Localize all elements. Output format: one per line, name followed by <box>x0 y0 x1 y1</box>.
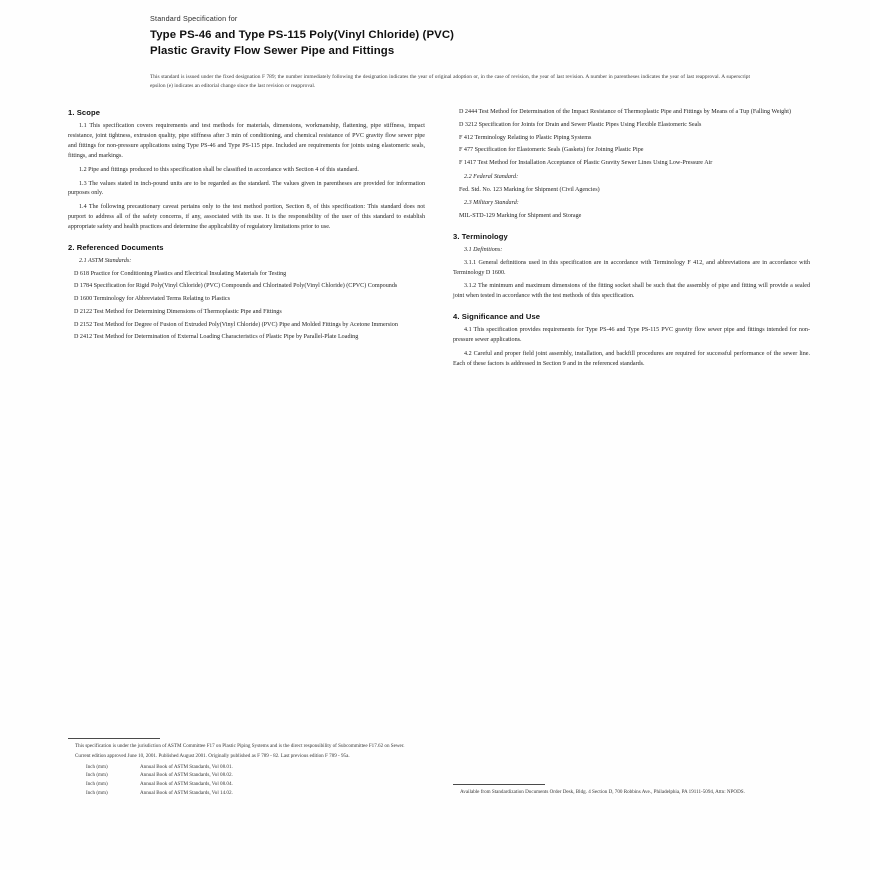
paragraph-4-2: 4.2 Careful and proper field joint assembly, installation, and backfill procedures are required for successful performance of the sewer line. Each of these factors is addressed in Section 9 and in the referenced standards. <box>453 350 810 367</box>
reference-item: D 2412 Test Method for Determination of External Loading Characteristics of Plastic Pipe by Parallel-Plate Loading <box>74 334 359 341</box>
footnote-text: Current edition approved June 10, 2001. Published August 2001. Originally published as F 789 - 82. Last previous edition F 789 - 95a. <box>75 753 350 760</box>
footnote-text: Available from Standardization Documents Order Desk, Bldg. 4 Section D, 700 Robbins Ave., Philadelphia, PA 19111-5094, Attn: NPODS. <box>460 788 745 795</box>
reference-item: D 2152 Test Method for Degree of Fusion of Extruded Poly(Vinyl Chloride) (PVC) Pipe and Molded Fittings by Acetone Immersion <box>74 321 398 328</box>
paragraph-4-1: 4.1 This specification provides requirements for Type PS-46 and Type PS-115 PVC gravity flow sewer pipe and fittings intended for non-pressure sewer applications. <box>453 327 810 344</box>
footnote-row-label: Inch (mm) <box>86 780 108 787</box>
reference-item: D 2444 Test Method for Determination of the Impact Resistance of Thermoplastic Pipe and Fittings by Means of a Tup (Falling Weight) <box>459 109 791 116</box>
paragraph-1-1: 1.1 This specification covers requirements and test methods for materials, dimensions, workmanship, flattening, pipe stiffness, impact resistance, joint tightness, extrusion quality, pipe stiffness after 3 min of conditioning, and chemical resistance of PVC gravity flow sewer pipe and fittings for non-pressure applications using Type PS-46 and Type PS-115 pipe. Included are requirements for joints using elastomeric seals, fittings, and markings. <box>68 123 425 159</box>
paragraph-1-2: 1.2 Pipe and fittings produced to this specification shall be classified in accordance with Section 4 of this standard. <box>79 166 359 173</box>
standard-headnote: This standard is issued under the fixed designation F 789; the number immediately following the designation indicates the year of original adoption or, in the case of revision, the year of last revision. A number in parentheses indicates the year of last reapproval. A superscript epsilon (e) indicates an editorial change since the last revision or reapproval. <box>150 74 750 89</box>
page-title <box>150 28 670 59</box>
section-heading-significance-and-use: 4. Significance and Use <box>453 312 541 322</box>
body-columns <box>62 108 810 798</box>
right-column <box>453 108 810 798</box>
footnote-row-value: Annual Book of ASTM Standards, Vol 14.02. <box>140 789 233 796</box>
paragraph-3-1-1: 3.1.1 General definitions used in this specification are in accordance with Terminology F 412, and abbreviations are in accordance with Terminology D 1600. <box>453 259 810 276</box>
subheading-military-standard: 2.3 Military Standard: <box>464 200 519 207</box>
right-footnotes <box>453 784 810 799</box>
footnote-row-label: Inch (mm) <box>86 772 108 779</box>
paragraph-3-1-2: 3.1.2 The minimum and maximum dimensions of the fitting socket shall be such that the assembly of pipe and fitting will provide a sealed joint when tested in accordance with the test methods of this specification. <box>453 283 810 300</box>
reference-item: D 618 Practice for Conditioning Plastics and Electrical Insulating Materials for Testing <box>74 270 287 277</box>
section-heading-referenced-documents: 2. Referenced Documents <box>68 242 164 252</box>
footnote-table-row <box>86 790 425 798</box>
footnote-row-label: Inch (mm) <box>86 763 108 770</box>
designation-line: Standard Specification for <box>150 14 238 23</box>
reference-item: Fed. Std. No. 123 Marking for Shipment (Civil Agencies) <box>459 186 600 193</box>
subheading-definitions: 3.1 Definitions: <box>464 246 503 253</box>
footnote-text: This specification is under the jurisdiction of ASTM Committee F17 on Plastic Piping Systems and is the direct responsibility of Subcommittee F17.62 on Sewer. <box>75 743 405 750</box>
footnote-row-value: Annual Book of ASTM Standards, Vol 08.04. <box>140 780 233 787</box>
subheading-astm-standards: 2.1 ASTM Standards: <box>79 257 132 264</box>
paragraph-1-3: 1.3 The values stated in inch-pound units are to be regarded as the standard. The values given in parentheses are provided for information purposes only. <box>68 180 425 197</box>
reference-item: F 477 Specification for Elastomeric Seals (Gaskets) for Joining Plastic Pipe <box>459 147 644 154</box>
subheading-federal-standard: 2.2 Federal Standard: <box>464 173 519 180</box>
left-footnotes <box>68 738 425 798</box>
footnote-rule <box>453 784 545 785</box>
document-header <box>150 14 810 59</box>
footnote-table-row <box>86 764 425 772</box>
footnote-row-label: Inch (mm) <box>86 789 108 796</box>
left-column <box>62 108 425 798</box>
reference-item: MIL-STD-129 Marking for Shipment and Storage <box>459 213 582 220</box>
title-line-2: Plastic Gravity Flow Sewer Pipe and Fittings <box>150 44 395 57</box>
title-line-1: Type PS-46 and Type PS-115 Poly(Vinyl Chloride) (PVC) <box>150 29 455 41</box>
paragraph-1-4: 1.4 The following precautionary caveat pertains only to the test method portion, Section 8, of this specification: This standard does not purport to address all of the safety concerns, if any, associated with its use. It is the responsibility of the user of this standard to establish appropriate safety and health practices and determine the applicability of regulatory limitations prior to use. <box>68 204 425 230</box>
reference-item: D 1600 Terminology for Abbreviated Terms Relating to Plastics <box>74 296 230 303</box>
reference-item: D 1784 Specification for Rigid Poly(Vinyl Chloride) (PVC) Compounds and Chlorinated Poly(Vinyl Chloride) (CPVC) Compounds <box>74 283 398 290</box>
footnote-table-row <box>86 772 425 780</box>
section-heading-scope: 1. Scope <box>68 108 101 118</box>
footnote-table-row <box>86 781 425 789</box>
footnote-row-value: Annual Book of ASTM Standards, Vol 08.02. <box>140 772 233 779</box>
reference-item: D 3212 Specification for Joints for Drain and Sewer Plastic Pipes Using Flexible Elastomeric Seals <box>459 121 702 128</box>
footnote-reference-table <box>68 764 425 798</box>
reference-item: D 2122 Test Method for Determining Dimensions of Thermoplastic Pipe and Fittings <box>74 308 282 315</box>
section-heading-terminology: 3. Terminology <box>453 231 508 241</box>
reference-item: F 1417 Test Method for Installation Acceptance of Plastic Gravity Sewer Lines Using Low-Pressure Air <box>459 160 713 167</box>
footnote-row-value: Annual Book of ASTM Standards, Vol 08.01. <box>140 763 233 770</box>
footnote-rule <box>68 738 160 739</box>
reference-item: F 412 Terminology Relating to Plastic Piping Systems <box>459 134 592 141</box>
